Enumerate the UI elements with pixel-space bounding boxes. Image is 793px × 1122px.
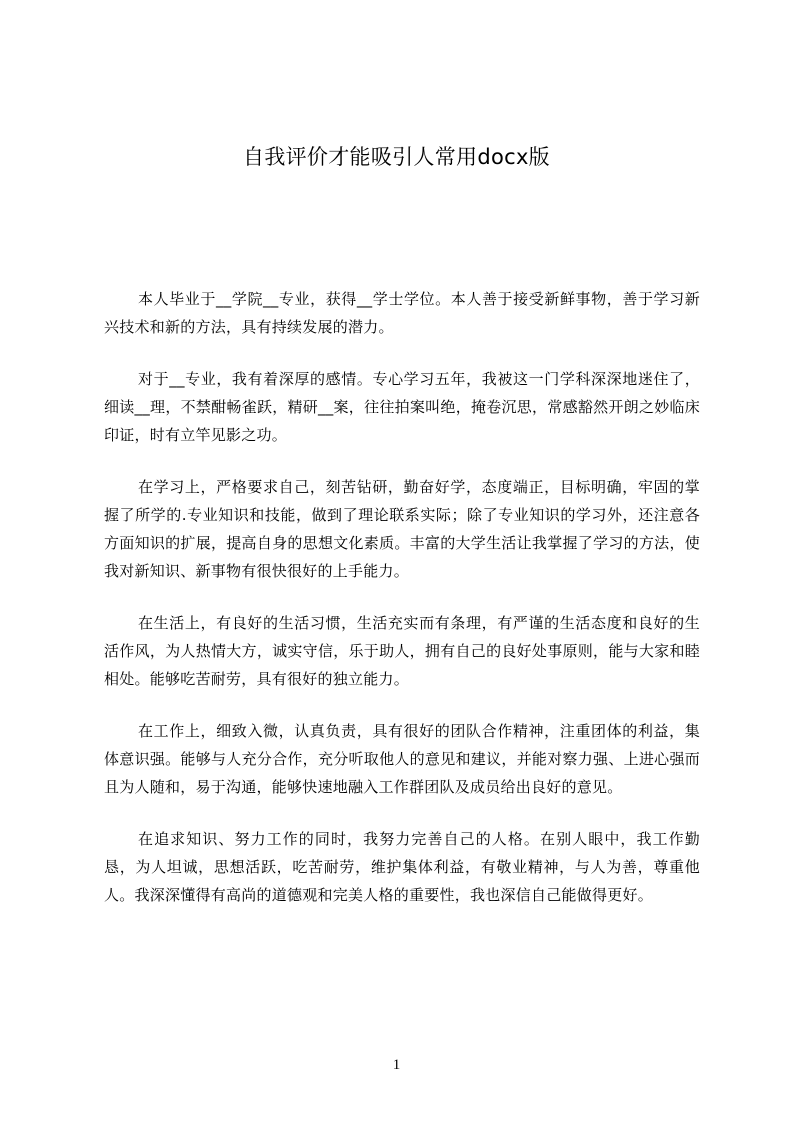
document-title: 自我评价才能吸引人常用docx版 xyxy=(243,145,550,169)
document-body xyxy=(104,285,700,933)
paragraph-study: 在学习上，严格要求自己，刻苦钻研，勤奋好学，态度端正，目标明确，牢固的掌握了所学的.专业知识和技能，做到了理论联系实际；除了专业知识的学习外，还注意各方面知识的扩展，提高自身的思想文化素质。丰富的大学生活让我掌握了学习的方法，使我对新知识、新事物有很快很好的上手能力。 xyxy=(104,478,700,580)
paragraph-major: 对于__专业，我有着深厚的感情。专心学习五年，我被这一门学科深深地迷住了，细读__理，不禁酣畅雀跃，精研__案，往往拍案叫绝，掩卷沉思，常感豁然开朗之妙临床印证，时有立竿见影之功。 xyxy=(104,370,700,444)
paragraph-life: 在生活上，有良好的生活习惯，生活充实而有条理，有严谨的生活态度和良好的生活作风，为人热情大方，诚实守信，乐于助人，拥有自己的良好处事原则，能与大家和睦相处。能够吃苦耐劳，具有很好的独立能力。 xyxy=(104,614,700,688)
paragraph-education: 本人毕业于__学院__专业，获得__学士学位。本人善于接受新鲜事物，善于学习新兴技术和新的方法，具有持续发展的潜力。 xyxy=(104,290,700,336)
paragraph-work: 在工作上，细致入微，认真负责，具有很好的团队合作精神，注重团体的利益，集体意识强。能够与人充分合作，充分听取他人的意见和建议，并能对察力强、上进心强而且为人随和，易于沟通，能够快速地融入工作群团队及成员给出良好的意见。 xyxy=(104,722,700,796)
paragraph-character: 在追求知识、努力工作的同时，我努力完善自己的人格。在别人眼中，我工作勤恳，为人坦诚，思想活跃，吃苦耐劳，维护集体利益，有敬业精神，与人为善，尊重他人。我深深懂得有高尚的道德观和完美人格的重要性，我也深信自己能做得更好。 xyxy=(104,830,700,904)
page-number: 1 xyxy=(392,1057,401,1073)
